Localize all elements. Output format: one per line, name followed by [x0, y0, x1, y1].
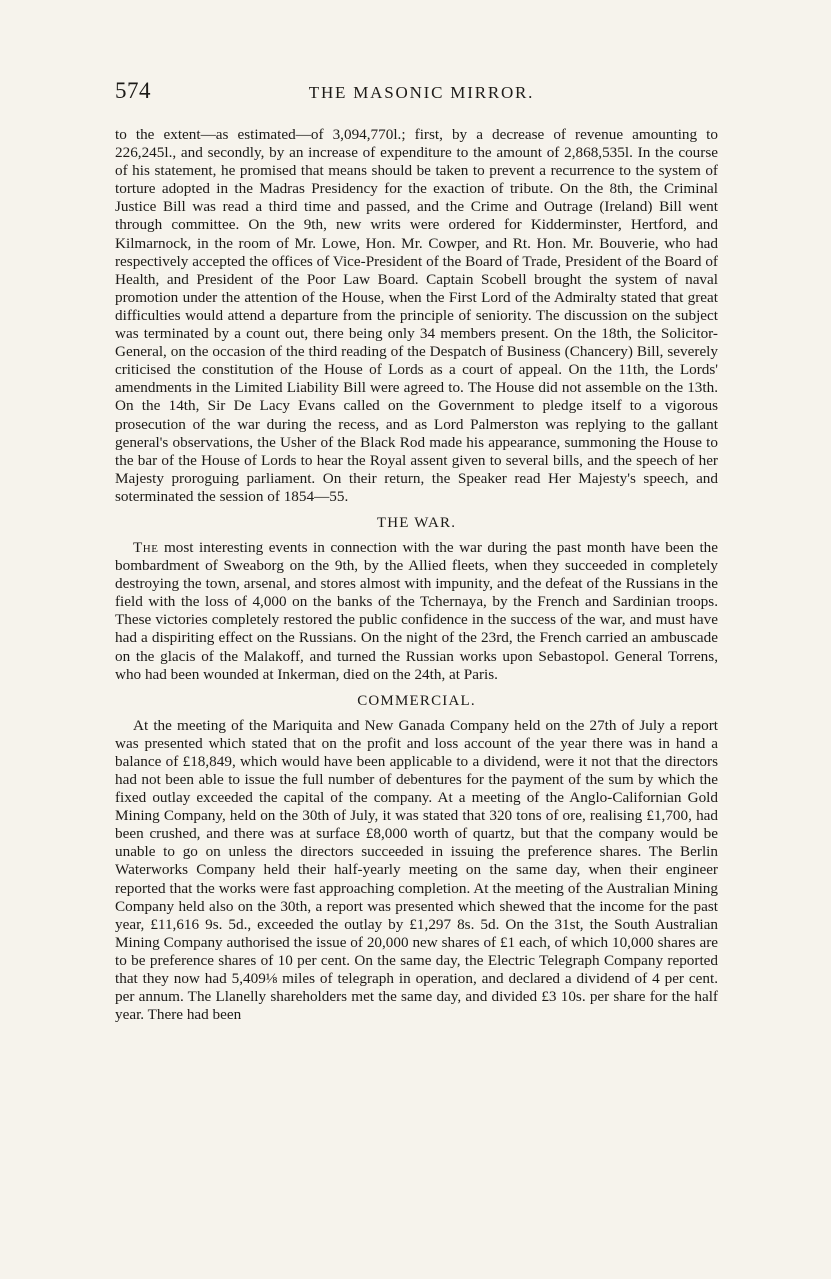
war-paragraph — [115, 539, 718, 684]
running-title: THE MASONIC MIRROR. — [308, 83, 535, 102]
war-heading: THE WAR. — [376, 514, 457, 531]
running-head — [115, 78, 718, 108]
war-paragraph-text: most interesting events in connection with the war during the past month have been the bombardment of Sweaborg on the 9th, by the Allied fleets, when they succeeded in completely destroying the town, arsenal, and stores almost with impunity, and the defeat of the Russians in the field with the loss of 4,000 on the banks of the Tchernaya, by the French and Sardinian troops. These victories completely restored the public confidence in the success of the war, and must have had a dispiriting effect on the Russians. On the night of the 23rd, the French carried an ambuscade on the glacis of the Malakoff, and turned the Russian works upon Sebastopol. General Torrens, who had been wounded at Inkerman, died on the 24th, at Paris. — [115, 538, 718, 683]
war-dropcap: The — [133, 538, 159, 556]
commercial-heading: COMMERCIAL. — [357, 692, 476, 709]
page-number: 574 — [115, 78, 151, 103]
commercial-paragraph: At the meeting of the Mariquita and New Ganada Company held on the 27th of July a report was presented which stated that on the profit and loss account of the year there was in hand a balance of £18,849, which would have been applicable to a dividend, were it not that the directors had not been able to issue the full number of debentures for the payment of the sum by which the fixed outlay exceeded the capital of the company. At a meeting of the Anglo-Californian Gold Mining Company, held on the 30th of July, it was stated that 320 tons of ore, realising £1,700, had been crushed, and there was at surface £8,000 worth of quartz, but that the company would be unable to go on unless the directors succeeded in issuing the preference shares. The Berlin Waterworks Company held their half-yearly meeting on the same day, when their engineer reported that the works were fast approaching completion. At the meeting of the Australian Mining Company held also on the 30th, a report was presented which shewed that the income for the past year, £11,616 9s. 5d., exceeded the outlay by £1,297 8s. 5d. On the 31st, the South Australian Mining Company authorised the issue of 20,000 new shares of £1 each, of which 10,000 shares are to be preference shares of 10 per cent. On the same day, the Electric Telegraph Company reported that they now had 5,409⅛ miles of telegraph in operation, and declared a dividend of 4 per cent. per annum. The Llanelly shareholders met the same day, and divided £3 10s. per share for the half year. There had been — [115, 716, 718, 1024]
parliament-paragraph: to the extent—as estimated—of 3,094,770l.; first, by a decrease of revenue amounting to 226,245l., and secondly, by an increase of expenditure to the amount of 2,868,535l. In the course of his statement, he promised that means should be taken to prevent a recurrence to the system of torture adopted in the Madras Presidency for the exaction of tribute. On the 8th, the Criminal Justice Bill was read a third time and passed, and the Crime and Outrage (Ireland) Bill went through committee. On the 9th, new writs were ordered for Kidderminster, Hertford, and Kilmarnock, in the room of Mr. Lowe, Hon. Mr. Cowper, and Rt. Hon. Mr. Bouverie, who had respectively accepted the offices of Vice-President of the Board of Trade, President of the Board of Health, and President of the Poor Law Board. Captain Scobell brought the system of naval promotion under the attention of the House, when the First Lord of the Admiralty stated that great difficulties would attend a departure from the principle of seniority. The discussion on the subject was terminated by a count out, there being only 34 members present. On the 18th, the Solicitor-General, on the occasion of the third reading of the Despatch of Business (Chancery) Bill, severely criticised the constitution of the House of Lords as a court of appeal. On the 11th, the Lords' amendments in the Limited Liability Bill were agreed to. The House did not assemble on the 13th. On the 14th, Sir De Lacy Evans called on the Government to pledge itself to a vigorous prosecution of the war during the recess, and as Lord Palmerston was replying to the gallant general's observations, the Usher of the Black Rod made his appearance, summoning the House to the bar of the House of Lords to hear the Royal assent given to several bills, and the speech of her Majesty proroguing parliament. On their return, the Speaker read Her Majesty's speech, and soterminated the session of 1854—55. — [115, 126, 718, 505]
